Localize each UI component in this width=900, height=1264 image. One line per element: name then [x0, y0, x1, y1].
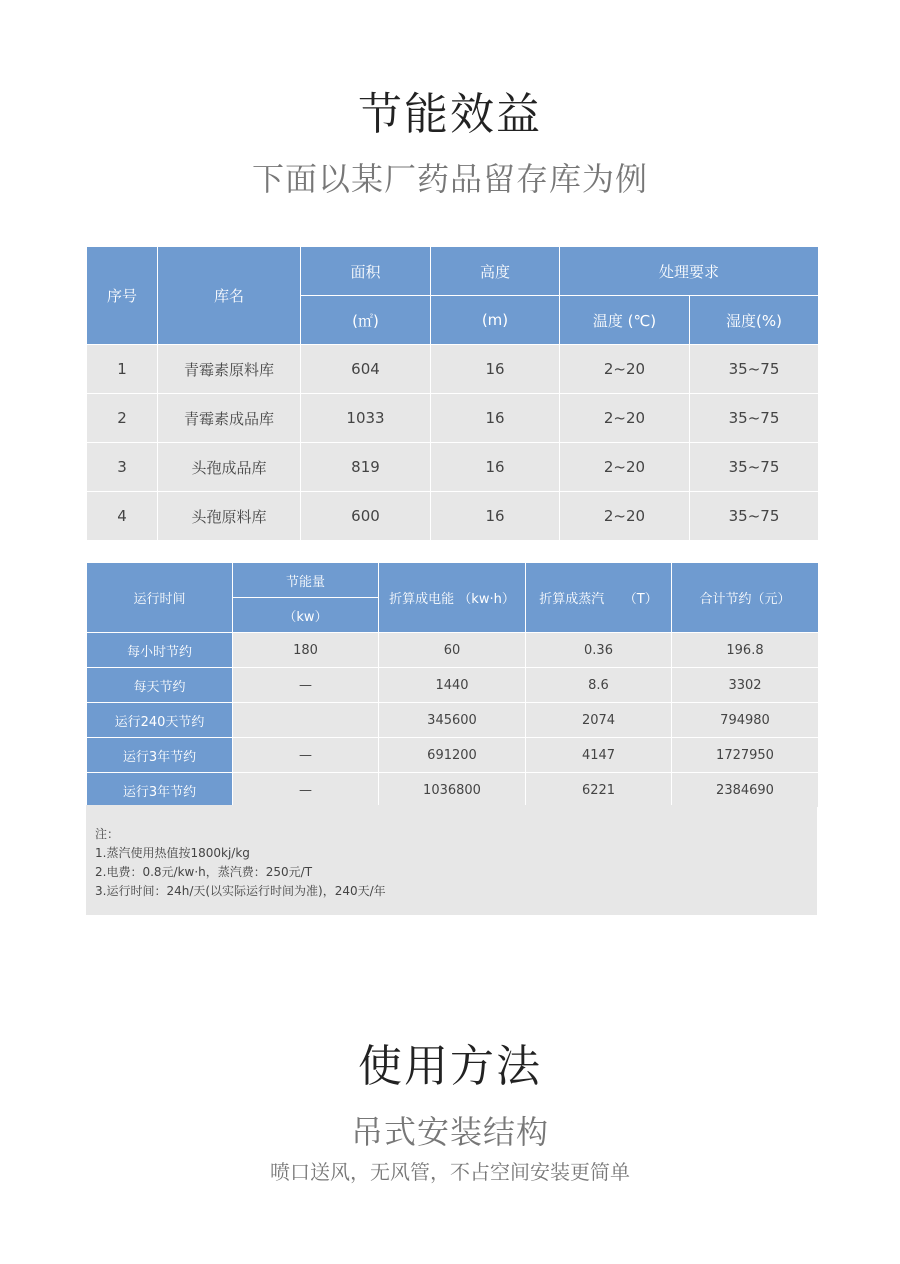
- cell-temperature: 2~20: [560, 443, 690, 492]
- cell-area: 600: [301, 492, 431, 541]
- section-title-usage: 使用方法: [358, 1041, 542, 1092]
- header-humidity: 湿度(%): [690, 296, 819, 345]
- cell-steam: 6221: [526, 773, 672, 808]
- cell-humidity: 35~75: [690, 443, 819, 492]
- cell-index: 1: [87, 345, 158, 394]
- cell-electric: 691200: [379, 738, 526, 773]
- cell-runtime-label: 每小时节约: [87, 633, 233, 668]
- cell-name: 头孢成品库: [158, 443, 301, 492]
- cell-height: 16: [431, 443, 560, 492]
- cell-total: 794980: [672, 703, 819, 738]
- header-area-unit: (㎡): [301, 296, 431, 345]
- cell-index: 2: [87, 394, 158, 443]
- cell-saving: —: [233, 668, 379, 703]
- cell-saving: [233, 703, 379, 738]
- cell-runtime-label: 运行3年节约: [87, 738, 233, 773]
- header-saving-unit: （kw）: [233, 598, 379, 633]
- cell-humidity: 35~75: [690, 345, 819, 394]
- notes-box: [86, 805, 817, 915]
- cell-saving: 180: [233, 633, 379, 668]
- cell-humidity: 35~75: [690, 394, 819, 443]
- table-row: [87, 443, 819, 492]
- notes-heading: 注：: [95, 827, 120, 841]
- cell-humidity: 35~75: [690, 492, 819, 541]
- header-electric: 折算成电能 （kw·h）: [379, 563, 526, 633]
- cell-steam: 4147: [526, 738, 672, 773]
- section-description: 喷口送风，无风管，不占空间安装更简单: [270, 1160, 630, 1184]
- cell-temperature: 2~20: [560, 394, 690, 443]
- note-line: 3.运行时间：24h/天(以实际运行时间为准)，240天/年: [95, 884, 386, 898]
- cell-electric: 1440: [379, 668, 526, 703]
- header-area: 面积: [301, 247, 431, 296]
- cell-runtime-label: 每天节约: [87, 668, 233, 703]
- cell-runtime-label: 运行240天节约: [87, 703, 233, 738]
- cell-index: 3: [87, 443, 158, 492]
- storage-requirements-table: [86, 246, 819, 541]
- section-title-energy-saving: 节能效益: [358, 89, 542, 140]
- note-line: 2.电费：0.8元/kw·h，蒸汽费：250元/T: [95, 865, 313, 879]
- cell-total: 1727950: [672, 738, 819, 773]
- header-temperature: 温度 (℃): [560, 296, 690, 345]
- cell-steam: 2074: [526, 703, 672, 738]
- header-height-unit: (m): [431, 296, 560, 345]
- cell-electric: 345600: [379, 703, 526, 738]
- cell-height: 16: [431, 492, 560, 541]
- header-requirements: 处理要求: [560, 247, 819, 296]
- cell-total: 2384690: [672, 773, 819, 808]
- table-row: [87, 394, 819, 443]
- cell-electric: 1036800: [379, 773, 526, 808]
- table-row: [87, 492, 819, 541]
- section-subtitle-example: 下面以某厂药品留存库为例: [251, 160, 648, 198]
- cell-height: 16: [431, 394, 560, 443]
- cell-area: 819: [301, 443, 431, 492]
- section-subtitle-mount: 吊式安装结构: [350, 1113, 549, 1151]
- table-row: [87, 633, 819, 668]
- cell-total: 3302: [672, 668, 819, 703]
- cell-name: 青霉素成品库: [158, 394, 301, 443]
- cell-name: 头孢原料库: [158, 492, 301, 541]
- header-runtime: 运行时间: [87, 563, 233, 633]
- header-steam: 折算成蒸汽 （T）: [526, 563, 672, 633]
- cell-height: 16: [431, 345, 560, 394]
- cell-temperature: 2~20: [560, 345, 690, 394]
- cell-saving: —: [233, 773, 379, 808]
- cell-steam: 8.6: [526, 668, 672, 703]
- cell-area: 1033: [301, 394, 431, 443]
- table-row: [87, 703, 819, 738]
- cell-name: 青霉素原料库: [158, 345, 301, 394]
- cell-temperature: 2~20: [560, 492, 690, 541]
- cell-steam: 0.36: [526, 633, 672, 668]
- header-saving: 节能量: [233, 563, 379, 598]
- header-name: 库名: [158, 247, 301, 345]
- table-row: [87, 738, 819, 773]
- header-index: 序号: [87, 247, 158, 345]
- note-line: 1.蒸汽使用热值按1800kj/kg: [95, 846, 250, 860]
- cell-saving: —: [233, 738, 379, 773]
- header-height: 高度: [431, 247, 560, 296]
- cell-total: 196.8: [672, 633, 819, 668]
- table-row: [87, 345, 819, 394]
- cell-area: 604: [301, 345, 431, 394]
- table-row: [87, 668, 819, 703]
- cell-index: 4: [87, 492, 158, 541]
- cell-electric: 60: [379, 633, 526, 668]
- energy-saving-table: [86, 562, 819, 808]
- header-total: 合计节约（元）: [672, 563, 819, 633]
- cell-runtime-label: 运行3年节约: [87, 773, 233, 808]
- table-row: [87, 773, 819, 808]
